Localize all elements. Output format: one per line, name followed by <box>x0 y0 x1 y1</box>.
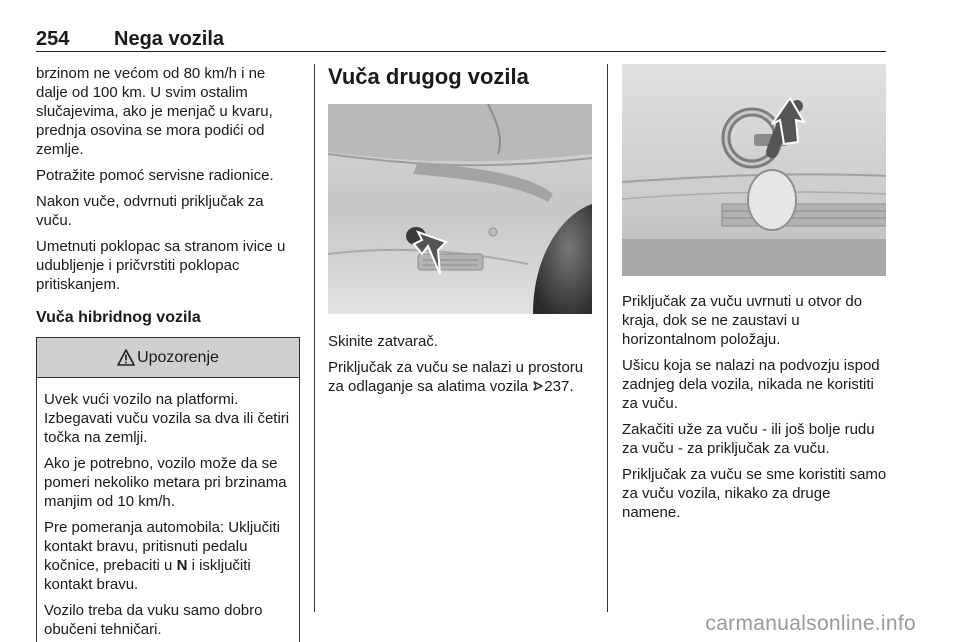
paragraph: Ušicu koja se nalazi na podvozju ispod zadnjeg dela vozila, nikada ne koristiti za vuču. <box>622 357 880 412</box>
warning-header <box>37 338 299 378</box>
warning-paragraph: Vozilo treba da vuku samo dobro obučeni tehničari. <box>44 602 263 638</box>
paragraph: Umetnuti poklopac sa stranom ivice u udubljenje i pričvrstiti poklopac pritiskanjem. <box>36 238 286 293</box>
page-reference[interactable]: 237. <box>544 378 574 395</box>
warning-text: Pre pomeranja automobila: Uključiti kontakt bravu, pritisnuti pedalu kočnice, prebaciti u <box>44 519 280 574</box>
warning-body <box>37 378 299 642</box>
subheading: Vuča hibridnog vozila <box>36 309 201 326</box>
towing-eye-photo <box>622 64 886 276</box>
rear-bumper-photo <box>328 104 592 314</box>
column-3 <box>622 64 888 529</box>
column-2 <box>328 64 596 403</box>
paragraph: Nakon vuče, odvrnuti priključak za vuču. <box>36 193 264 229</box>
watermark[interactable]: carmanualsonline.info <box>705 612 916 635</box>
warning-box <box>36 337 300 642</box>
warning-paragraph: Ako je potrebno, vozilo može da se pomeri nekoliko metara pri brzinama manjim od 10 km/h. <box>44 455 287 510</box>
paragraph: brzinom ne većom od 80 km/h i ne dalje od 100 km. U svim ostalim slučajevima, ako je menjač u kvaru, prednja osovina se mora podići od zemlje. <box>36 65 273 158</box>
warning-triangle-icon <box>117 349 135 366</box>
gear-mark: N <box>176 557 188 574</box>
paragraph: Skinite zatvarač. <box>328 333 439 350</box>
warning-title: Upozorenje <box>137 349 219 366</box>
paragraph: Potražite pomoć servisne radionice. <box>36 167 274 184</box>
warning-paragraph <box>44 518 292 594</box>
paragraph-text: Priključak za vuču se nalazi u prostoru za odlaganje sa alatima vozila <box>328 359 584 395</box>
page-header <box>36 28 886 52</box>
section-title: Vuča drugog vozila <box>328 64 529 89</box>
paragraph: Priključak za vuču se sme koristiti samo za vuču vozila, nikako za druge namene. <box>622 466 887 521</box>
warning-paragraph: Uvek vući vozilo na platformi. Izbegavati vuču vozila sa dva ili četiri točka na zemlji. <box>44 391 290 446</box>
column-1 <box>36 64 301 642</box>
paragraph: Zakačiti uže za vuču - ili još bolje rudu za vuču - za priključak za vuču. <box>622 421 875 457</box>
page-reference-arrow-icon <box>532 378 544 390</box>
column-divider-2 <box>607 64 608 612</box>
column-divider-1 <box>314 64 315 612</box>
paragraph <box>328 358 596 396</box>
header-title: Nega vozila <box>114 28 225 50</box>
warning-text: i isključiti kontakt bravu. <box>44 557 251 593</box>
paragraph: Priključak za vuču uvrnuti u otvor do kraja, dok se ne zaustavi u horizontalnom položaju. <box>622 293 863 348</box>
page-number: 254 <box>36 28 70 50</box>
